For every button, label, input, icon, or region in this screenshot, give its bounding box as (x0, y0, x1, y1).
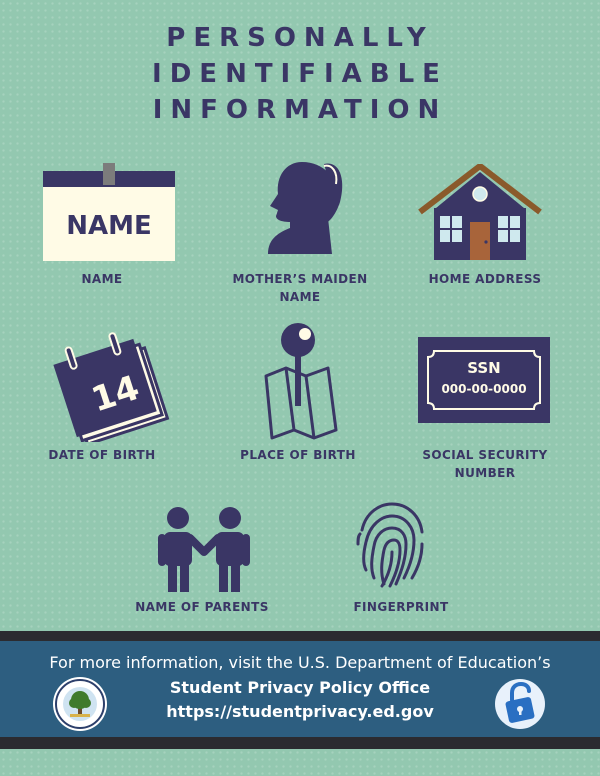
footer-bottom-border (0, 737, 600, 749)
title-line-1: PERSONALLY (166, 23, 434, 53)
label-place-of-birth: PLACE OF BIRTH (240, 448, 356, 462)
label-date-of-birth: DATE OF BIRTH (48, 448, 156, 462)
label-mothers-maiden-name-2: NAME (279, 290, 321, 304)
woman-silhouette-icon (254, 158, 350, 258)
title-line-2: IDENTIFIABLE (152, 59, 448, 89)
footer-url-link[interactable]: https://studentprivacy.ed.gov (166, 702, 434, 721)
parents-icon (158, 506, 250, 594)
label-name-of-parents: NAME OF PARENTS (135, 600, 269, 614)
fingerprint-icon (352, 500, 428, 588)
footer-band (0, 641, 600, 737)
label-social-security-1: SOCIAL SECURITY (422, 448, 548, 462)
name-card-text: NAME (66, 211, 152, 241)
ssn-card-icon (418, 337, 550, 423)
label-name: NAME (81, 272, 123, 286)
ssn-card-title: SSN (467, 359, 501, 377)
label-mothers-maiden-name-1: MOTHER’S MAIDEN (232, 272, 368, 286)
label-social-security-2: NUMBER (454, 466, 516, 480)
house-icon (416, 164, 544, 262)
calendar-icon (50, 330, 174, 442)
footer-info-text: For more information, visit the U.S. Department of Education’s (49, 653, 551, 672)
map-pin-icon (258, 320, 344, 448)
padlock-icon (494, 676, 546, 732)
footer-top-border (0, 631, 600, 641)
name-card-icon (40, 158, 180, 264)
calendar-day-text: 14 (86, 367, 145, 421)
title-line-3: INFORMATION (152, 95, 448, 125)
label-home-address: HOME ADDRESS (428, 272, 542, 286)
ssn-card-number: 000-00-0000 (441, 382, 527, 396)
department-of-education-seal (52, 676, 108, 732)
footer-office-name: Student Privacy Policy Office (169, 678, 431, 697)
label-fingerprint: FINGERPRINT (353, 600, 449, 614)
